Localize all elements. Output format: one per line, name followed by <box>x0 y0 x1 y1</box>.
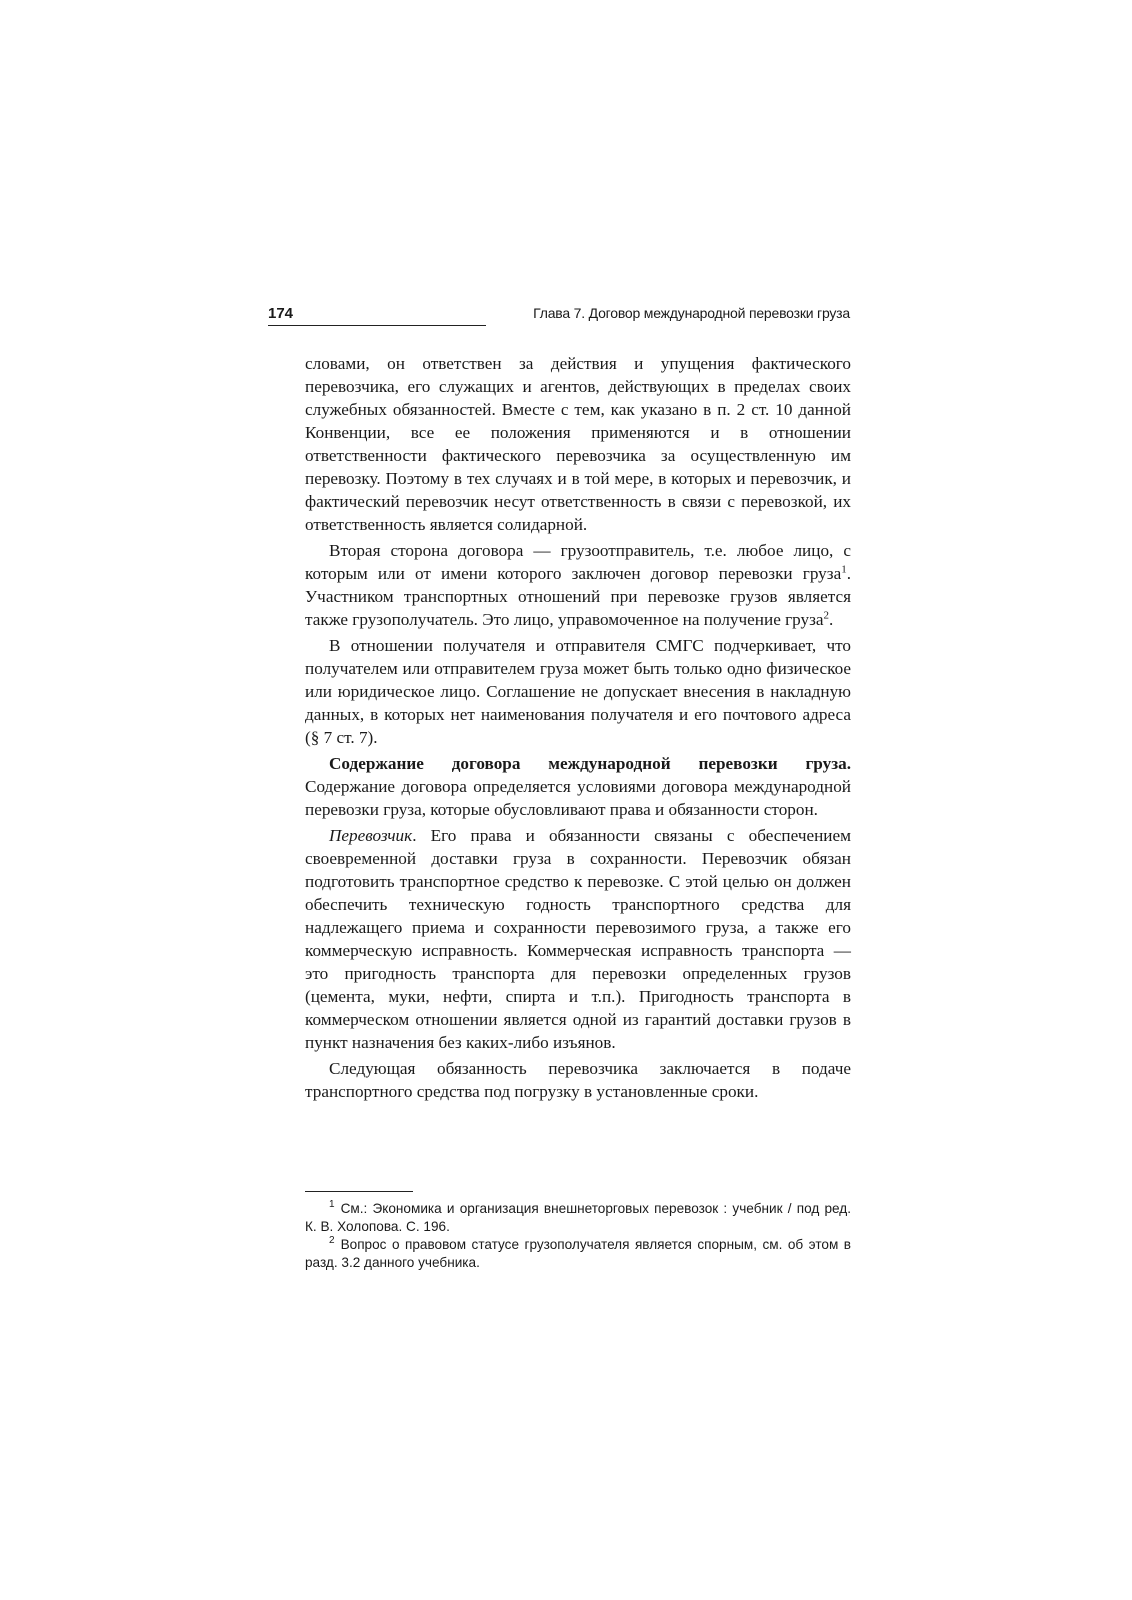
paragraph-2-text-a: Вторая сторона договора — грузоотправитель, т.е. любое лицо, с которым или от имени которого заключен договор перевозки груза <box>305 541 851 583</box>
footnote-ref-1: 1 <box>841 563 847 576</box>
paragraph-4 <box>305 752 851 821</box>
paragraph-6: Следующая обязанность перевозчика заключается в подаче транспортного средства под погрузку в установленные сроки. <box>305 1059 851 1101</box>
paragraph-2-text-b: . Участником транспортных отношений при перевозке грузов является также грузополучатель. Это лицо, управомоченное на получение груза <box>305 564 851 629</box>
footnotes <box>305 1200 851 1272</box>
paragraph-2-text-c: . <box>829 610 834 629</box>
running-head: Глава 7. Договор международной перевозки груза <box>533 305 850 321</box>
paragraph-1: словами, он ответствен за действия и упущения фактического перевозчика, его служащих и агентов, действующих в пределах своих служебных обязанностей. Вместе с тем, как указано в п. 2 ст. 10 данной Конвенции, все ее положения применяются и в отношении ответственности фактического перевозчика за осуществленную им перевозку. Поэтому в тех случаях и в той мере, в которых и перевозчик, и фактический перевозчик несут ответственность в связи с перевозкой, их ответственность является солидарной. <box>305 354 851 534</box>
footnote-divider <box>305 1191 413 1192</box>
footnote-2 <box>305 1236 851 1272</box>
footnote-mark: 2 <box>329 1235 335 1247</box>
paragraph-3: В отношении получателя и отправителя СМГС подчеркивает, что получателем или отправителем груза может быть только одно физическое или юридическое лицо. Соглашение не допускает внесения в накладную данных, в которых нет наименования получателя и его почтового адреса (§ 7 ст. 7). <box>305 636 851 747</box>
paragraph-4-text: Содержание договора определяется условиями договора международной перевозки груза, которые обусловливают права и обязанности сторон. <box>305 777 851 819</box>
paragraph-5 <box>305 824 851 1054</box>
subsection-lead: Перевозчик <box>329 826 413 845</box>
footnote-text: См.: Экономика и организация внешнеторговых перевозок : учебник / под ред. К. В. Холопова. С. 196. <box>305 1201 851 1234</box>
footnote-ref-2: 2 <box>823 609 830 622</box>
paragraph-2 <box>305 539 851 631</box>
footnote-mark: 1 <box>329 1199 335 1211</box>
section-heading: Содержание договора международной перевозки груза. <box>329 754 851 773</box>
footnote-text: Вопрос о правовом статусе грузополучателя является спорным, см. об этом в разд. 3.2 данного учебника. <box>305 1237 851 1270</box>
page-number: 174 <box>268 305 486 326</box>
paragraph-5-text: . Его права и обязанности связаны с обеспечением своевременной доставки груза в сохранности. Перевозчик обязан подготовить транспортное средство к перевозке. С этой целью он должен обеспечить техническую годность транспортного средства для надлежащего приема и сохранности перевозимого груза, а также его коммерческую исправность. Коммерческая исправность транспорта — это пригодность транспорта для перевозки определенных грузов (цемента, муки, нефти, спирта и т.п.). Пригодность транспорта в коммерческом отношении является одной из гарантий доставки грузов в пункт назначения без каких-либо изъянов. <box>305 826 851 1052</box>
main-text <box>305 352 851 1106</box>
footnote-1 <box>305 1200 851 1236</box>
page-header <box>268 303 850 329</box>
